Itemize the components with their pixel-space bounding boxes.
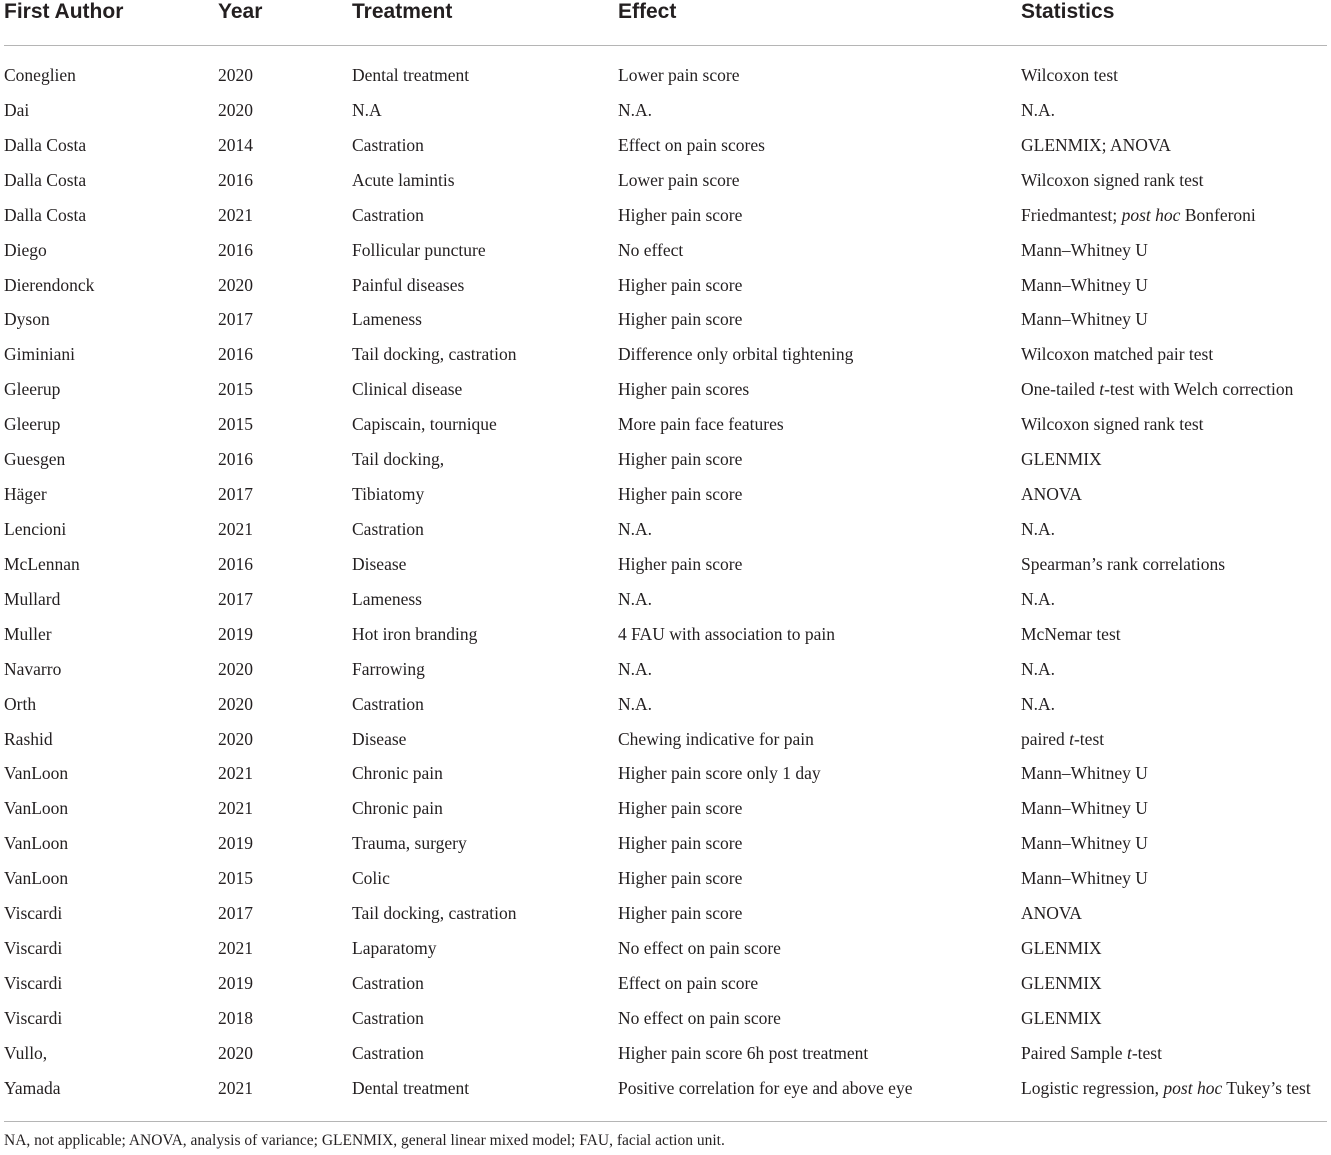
statistics-fragment: Mann–Whitney U xyxy=(1021,239,1148,260)
cell-treatment: Chronic pain xyxy=(352,798,443,819)
cell-first-author: Viscardi xyxy=(4,1007,63,1028)
cell-effect: Lower pain score xyxy=(618,169,740,190)
cell-effect: No effect xyxy=(618,239,684,260)
table-row xyxy=(0,236,1331,271)
cell-statistics xyxy=(1021,414,1204,435)
cell-year: 2021 xyxy=(218,204,253,225)
table-row xyxy=(0,690,1331,725)
statistics-fragment: N.A. xyxy=(1021,588,1056,609)
statistics-fragment: Wilcoxon matched pair test xyxy=(1021,344,1214,365)
cell-statistics xyxy=(1021,554,1225,575)
cell-statistics xyxy=(1021,135,1171,156)
cell-first-author: Muller xyxy=(4,623,52,644)
cell-statistics xyxy=(1021,309,1148,330)
table-row xyxy=(0,969,1331,1004)
cell-treatment: Farrowing xyxy=(352,658,425,679)
table-row xyxy=(0,550,1331,585)
cell-year: 2020 xyxy=(218,693,253,714)
cell-effect: Higher pain score xyxy=(618,204,743,225)
cell-treatment: Tail docking, castration xyxy=(352,344,517,365)
cell-effect: Difference only orbital tightening xyxy=(618,344,854,365)
table-row xyxy=(0,271,1331,306)
cell-first-author: Viscardi xyxy=(4,903,63,924)
cell-treatment: Hot iron branding xyxy=(352,623,478,644)
cell-effect: Lower pain score xyxy=(618,65,740,85)
cell-first-author: Dierendonck xyxy=(4,274,95,295)
cell-statistics xyxy=(1021,659,1055,680)
cell-statistics xyxy=(1021,938,1102,959)
cell-treatment: Castration xyxy=(352,134,424,155)
cell-year: 2015 xyxy=(218,414,253,435)
cell-statistics xyxy=(1021,729,1104,750)
cell-first-author: Vullo, xyxy=(4,1042,48,1063)
cell-statistics xyxy=(1021,205,1256,226)
cell-effect: N.A. xyxy=(618,658,653,679)
cell-year: 2021 xyxy=(218,798,253,819)
cell-treatment: Lameness xyxy=(352,588,422,609)
cell-year: 2021 xyxy=(218,763,253,784)
cell-effect: Chewing indicative for pain xyxy=(618,728,814,749)
cell-effect: Higher pain score xyxy=(618,903,743,924)
table-row xyxy=(0,1039,1331,1074)
header-effect: Effect xyxy=(618,0,677,23)
cell-year: 2017 xyxy=(218,588,253,609)
cell-year: 2016 xyxy=(218,553,253,574)
statistics-fragment: N.A. xyxy=(1021,99,1056,120)
statistics-fragment: -test xyxy=(1073,728,1105,749)
cell-first-author: Coneglien xyxy=(4,65,76,85)
statistics-fragment: N.A. xyxy=(1021,658,1056,679)
cell-first-author: Dyson xyxy=(4,309,50,330)
cell-first-author: McLennan xyxy=(4,553,80,574)
cell-effect: Higher pain score xyxy=(618,833,743,854)
cell-treatment: N.A xyxy=(352,99,382,120)
cell-effect: Higher pain score xyxy=(618,309,743,330)
table-row xyxy=(0,480,1331,515)
table-row xyxy=(0,759,1331,794)
cell-treatment: Colic xyxy=(352,868,390,889)
statistics-fragment: Wilcoxon signed rank test xyxy=(1021,169,1204,190)
cell-treatment: Disease xyxy=(352,728,407,749)
table-row xyxy=(0,515,1331,550)
statistics-fragment: GLENMIX xyxy=(1021,972,1102,993)
table-row xyxy=(0,131,1331,166)
cell-first-author: Dalla Costa xyxy=(4,204,87,225)
table-row xyxy=(0,934,1331,969)
table-row xyxy=(0,375,1331,410)
cell-statistics xyxy=(1021,868,1148,889)
statistics-fragment: Bonferoni xyxy=(1180,204,1256,225)
statistics-fragment: Friedmantest; xyxy=(1021,204,1122,225)
statistics-fragment: Mann–Whitney U xyxy=(1021,798,1148,819)
cell-year: 2014 xyxy=(218,134,253,155)
cell-effect: Higher pain score xyxy=(618,798,743,819)
cell-statistics xyxy=(1021,275,1148,296)
cell-year: 2020 xyxy=(218,1042,253,1063)
cell-year: 2016 xyxy=(218,449,253,470)
cell-treatment: Castration xyxy=(352,1007,424,1028)
cell-year: 2020 xyxy=(218,99,253,120)
statistics-fragment: -test xyxy=(1131,1042,1162,1063)
table-row xyxy=(0,725,1331,760)
cell-treatment: Tail docking, xyxy=(352,449,445,470)
cell-first-author: Häger xyxy=(4,484,47,505)
cell-first-author: Diego xyxy=(4,239,47,260)
cell-effect: Higher pain score xyxy=(618,553,743,574)
cell-statistics xyxy=(1021,763,1148,784)
header-year: Year xyxy=(218,0,263,23)
cell-effect: Higher pain score xyxy=(618,868,743,889)
cell-statistics xyxy=(1021,170,1204,191)
statistics-fragment: GLENMIX xyxy=(1021,1007,1102,1028)
cell-first-author: Dai xyxy=(4,99,30,120)
cell-year: 2020 xyxy=(218,658,253,679)
statistics-fragment: -test with Welch correction xyxy=(1104,379,1294,400)
cell-treatment: Clinical disease xyxy=(352,379,463,400)
cell-effect: No effect on pain score xyxy=(618,1007,781,1028)
cell-treatment: Castration xyxy=(352,204,424,225)
cell-statistics xyxy=(1021,379,1293,400)
cell-statistics xyxy=(1021,484,1082,505)
table-row xyxy=(0,305,1331,340)
cell-treatment: Dental treatment xyxy=(352,65,470,85)
cell-year: 2015 xyxy=(218,379,253,400)
cell-first-author: Giminiani xyxy=(4,344,75,365)
statistics-fragment: GLENMIX; ANOVA xyxy=(1021,134,1171,155)
cell-statistics xyxy=(1021,100,1055,121)
cell-statistics xyxy=(1021,449,1102,470)
statistics-italic-fragment: post hoc xyxy=(1163,1077,1223,1098)
table-row xyxy=(0,794,1331,829)
statistics-fragment: Logistic regression, xyxy=(1021,1077,1164,1098)
cell-year: 2016 xyxy=(218,239,253,260)
table-row xyxy=(0,655,1331,690)
statistics-fragment: Mann–Whitney U xyxy=(1021,309,1148,330)
table-row xyxy=(0,61,1331,96)
cell-effect: More pain face features xyxy=(618,414,784,435)
table-row xyxy=(0,1074,1331,1109)
table-row xyxy=(0,829,1331,864)
statistics-italic-fragment: t xyxy=(1126,1042,1132,1063)
table-row xyxy=(0,445,1331,480)
table-row xyxy=(0,201,1331,236)
cell-treatment: Castration xyxy=(352,972,424,993)
cell-treatment: Lameness xyxy=(352,309,422,330)
statistics-italic-fragment: post hoc xyxy=(1121,204,1181,225)
cell-year: 2019 xyxy=(218,833,253,854)
statistics-fragment: ANOVA xyxy=(1021,484,1082,505)
cell-statistics xyxy=(1021,1078,1311,1099)
cell-first-author: Viscardi xyxy=(4,938,63,959)
cell-effect: Higher pain score xyxy=(618,274,743,295)
cell-year: 2019 xyxy=(218,623,253,644)
statistics-fragment: Wilcoxon test xyxy=(1021,65,1118,85)
cell-first-author: Dalla Costa xyxy=(4,134,87,155)
cell-statistics xyxy=(1021,589,1055,610)
table-body xyxy=(0,61,1331,1109)
table-row xyxy=(0,620,1331,655)
cell-year: 2017 xyxy=(218,484,253,505)
cell-effect: N.A. xyxy=(618,99,653,120)
cell-year: 2017 xyxy=(218,309,253,330)
cell-effect: N.A. xyxy=(618,518,653,539)
cell-statistics xyxy=(1021,798,1148,819)
cell-year: 2020 xyxy=(218,274,253,295)
cell-treatment: Painful diseases xyxy=(352,274,465,295)
header-statistics: Statistics xyxy=(1021,0,1115,23)
cell-treatment: Tail docking, castration xyxy=(352,903,517,924)
cell-first-author: VanLoon xyxy=(4,763,69,784)
cell-statistics xyxy=(1021,903,1082,924)
cell-treatment: Tibiatomy xyxy=(352,484,425,505)
cell-effect: Higher pain score xyxy=(618,484,743,505)
header-treatment: Treatment xyxy=(352,0,453,23)
cell-year: 2019 xyxy=(218,972,253,993)
statistics-fragment: McNemar test xyxy=(1021,623,1121,644)
statistics-fragment: Tukey’s test xyxy=(1222,1077,1311,1098)
cell-statistics xyxy=(1021,344,1213,365)
cell-year: 2015 xyxy=(218,868,253,889)
cell-treatment: Disease xyxy=(352,553,407,574)
cell-year: 2020 xyxy=(218,728,253,749)
statistics-fragment: GLENMIX xyxy=(1021,938,1102,959)
cell-year: 2021 xyxy=(218,518,253,539)
statistics-fragment: One-tailed xyxy=(1021,379,1100,400)
statistics-fragment: paired xyxy=(1021,728,1070,749)
statistics-fragment: Mann–Whitney U xyxy=(1021,868,1148,889)
cell-treatment: Castration xyxy=(352,1042,424,1063)
cell-first-author: VanLoon xyxy=(4,868,69,889)
cell-treatment: Trauma, surgery xyxy=(352,833,467,854)
cell-first-author: VanLoon xyxy=(4,798,69,819)
statistics-fragment: Paired Sample xyxy=(1021,1042,1127,1063)
statistics-fragment: Mann–Whitney U xyxy=(1021,833,1148,854)
statistics-fragment: GLENMIX xyxy=(1021,449,1102,470)
table-row xyxy=(0,864,1331,899)
cell-first-author: Rashid xyxy=(4,728,53,749)
cell-year: 2016 xyxy=(218,344,253,365)
cell-treatment: Chronic pain xyxy=(352,763,443,784)
cell-year: 2021 xyxy=(218,1077,253,1098)
cell-statistics xyxy=(1021,519,1055,540)
cell-effect: Positive correlation for eye and above eye xyxy=(618,1077,913,1098)
cell-effect: N.A. xyxy=(618,693,653,714)
cell-statistics xyxy=(1021,1043,1162,1064)
cell-year: 2016 xyxy=(218,169,253,190)
cell-statistics xyxy=(1021,694,1055,715)
table-row xyxy=(0,96,1331,131)
cell-first-author: Lencioni xyxy=(4,518,67,539)
cell-effect: Higher pain score 6h post treatment xyxy=(618,1042,869,1063)
cell-first-author: Yamada xyxy=(4,1077,61,1098)
cell-effect: Higher pain score only 1 day xyxy=(618,763,821,784)
table-row xyxy=(0,585,1331,620)
cell-statistics xyxy=(1021,65,1118,86)
statistics-fragment: Mann–Whitney U xyxy=(1021,274,1148,295)
cell-treatment: Capiscain, tournique xyxy=(352,414,497,435)
cell-statistics xyxy=(1021,1008,1102,1029)
cell-effect: Effect on pain scores xyxy=(618,134,765,155)
statistics-fragment: N.A. xyxy=(1021,518,1056,539)
cell-statistics xyxy=(1021,240,1148,261)
cell-treatment: Castration xyxy=(352,693,424,714)
statistics-fragment: Mann–Whitney U xyxy=(1021,763,1148,784)
statistics-italic-fragment: t xyxy=(1069,728,1074,749)
cell-first-author: Navarro xyxy=(4,658,62,679)
table-row xyxy=(0,899,1331,934)
cell-first-author: Guesgen xyxy=(4,449,66,470)
statistics-fragment: Wilcoxon signed rank test xyxy=(1021,414,1204,435)
table-footnote: NA, not applicable; ANOVA, analysis of variance; GLENMIX, general linear mixed model; FAU, facial action unit. xyxy=(4,1132,725,1149)
cell-effect: Higher pain score xyxy=(618,449,743,470)
cell-first-author: Dalla Costa xyxy=(4,169,87,190)
cell-effect: N.A. xyxy=(618,588,653,609)
statistics-fragment: N.A. xyxy=(1021,693,1056,714)
cell-year: 2020 xyxy=(218,65,253,85)
cell-first-author: Viscardi xyxy=(4,972,63,993)
cell-effect: Higher pain scores xyxy=(618,379,750,400)
table-header xyxy=(0,0,1331,30)
cell-first-author: VanLoon xyxy=(4,833,69,854)
cell-first-author: Gleerup xyxy=(4,414,61,435)
table-row xyxy=(0,1004,1331,1039)
cell-treatment: Acute lamintis xyxy=(352,169,455,190)
statistics-fragment: ANOVA xyxy=(1021,903,1082,924)
cell-year: 2021 xyxy=(218,938,253,959)
footer-divider xyxy=(4,1121,1327,1122)
statistics-italic-fragment: t xyxy=(1099,379,1105,400)
cell-effect: 4 FAU with association to pain xyxy=(618,623,835,644)
cell-year: 2018 xyxy=(218,1007,253,1028)
cell-statistics xyxy=(1021,833,1148,854)
cell-first-author: Mullard xyxy=(4,588,61,609)
cell-treatment: Laparatomy xyxy=(352,938,437,959)
cell-treatment: Follicular puncture xyxy=(352,239,486,260)
statistics-fragment: Spearman’s rank correlations xyxy=(1021,553,1226,574)
table-row xyxy=(0,340,1331,375)
cell-year: 2017 xyxy=(218,903,253,924)
header-divider xyxy=(4,45,1327,46)
cell-first-author: Gleerup xyxy=(4,379,61,400)
cell-treatment: Dental treatment xyxy=(352,1077,470,1098)
cell-effect: Effect on pain score xyxy=(618,972,759,993)
cell-effect: No effect on pain score xyxy=(618,938,781,959)
table-row xyxy=(0,410,1331,445)
header-first-author: First Author xyxy=(4,0,124,23)
cell-statistics xyxy=(1021,624,1121,645)
cell-treatment: Castration xyxy=(352,518,424,539)
cell-statistics xyxy=(1021,973,1102,994)
table-row xyxy=(0,166,1331,201)
cell-first-author: Orth xyxy=(4,693,37,714)
